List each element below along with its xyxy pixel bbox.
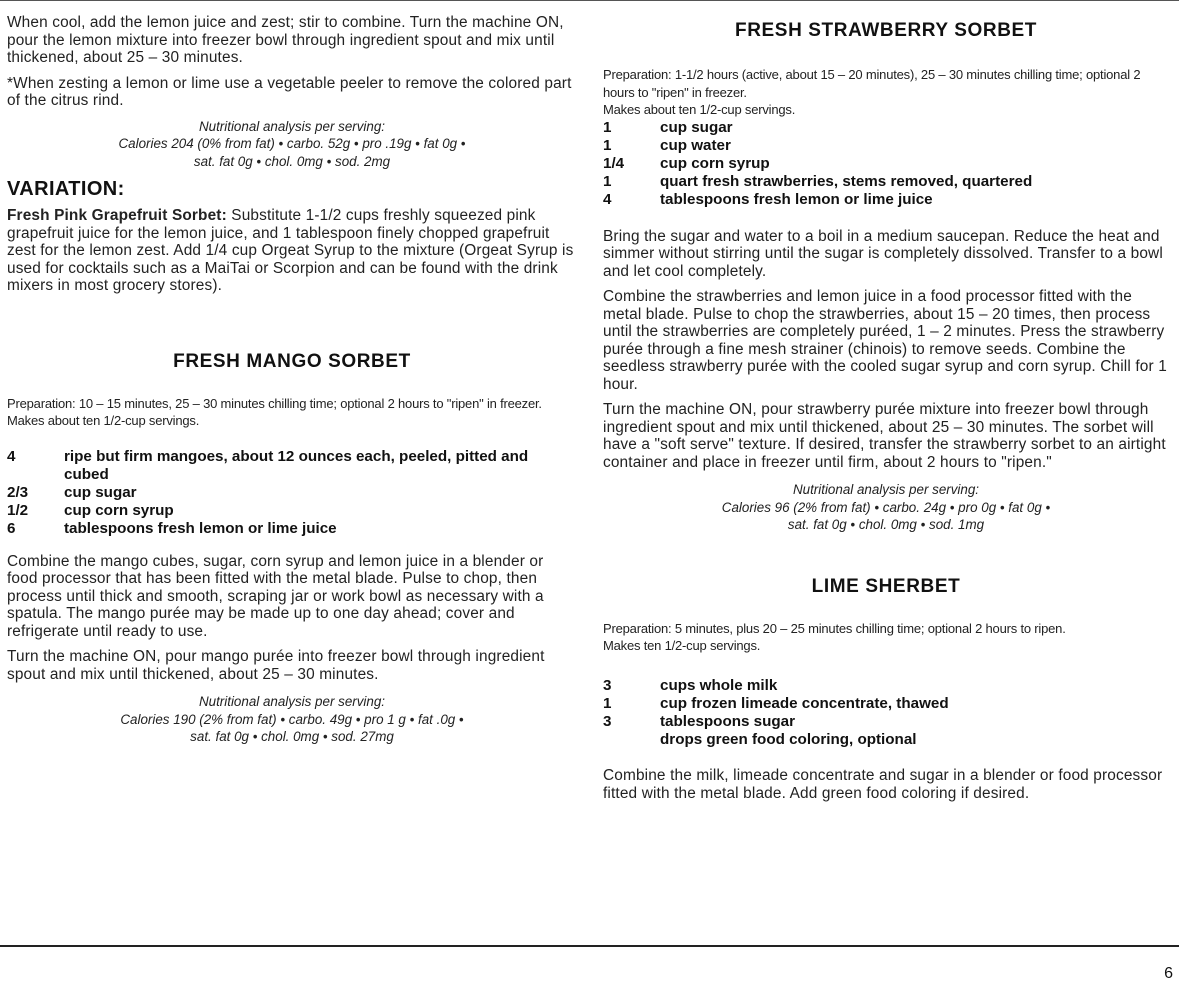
lime-step-1: Combine the milk, limeade concentrate and sugar in a blender or food processor fitted with the metal blade. Add green food coloring if desired. (603, 767, 1163, 802)
top-rule (0, 0, 1179, 1)
variation-label: Fresh Pink Grapefruit Sorbet: (7, 207, 227, 224)
ingredient-text: cup corn syrup (64, 502, 174, 520)
zesting-note: *When zesting a lemon or lime use a vegetable peeler to remove the colored part of the citrus rind. (7, 74, 572, 109)
ingredient-qty: 1 (603, 173, 612, 191)
nutrition-line: Calories 190 (2% from fat) • carbo. 49g • pro 1 g • fat .0g • (120, 711, 464, 727)
lime-ingredient-list (603, 677, 1169, 750)
ingredient-qty: 4 (603, 191, 612, 209)
ingredient-item (603, 155, 1169, 173)
mango-step-2: Turn the machine ON, pour mango purée into freezer bowl through ingredient spout and mix until thickened, about 25 – 30 minutes. (7, 648, 545, 683)
lime-title: LIME SHERBET (811, 575, 961, 597)
page-number: 6 (1164, 965, 1173, 982)
ingredient-item (7, 520, 577, 538)
ingredient-item (603, 191, 1169, 209)
ingredient-qty: 3 (603, 712, 612, 730)
ingredient-text: tablespoons fresh lemon or lime juice (64, 520, 337, 538)
ingredient-item (7, 502, 577, 520)
ingredient-qty: 3 (603, 676, 612, 694)
ingredient-qty (603, 731, 660, 749)
mango-prep: Preparation: 10 – 15 minutes, 25 – 30 minutes chilling time; optional 2 hours to "ripen" in freezer. (7, 395, 542, 411)
variation-text (7, 207, 577, 295)
ingredient-qty: 1 (603, 694, 612, 712)
ingredient-qty: 4 (7, 447, 16, 465)
ingredient-qty: 6 (7, 520, 16, 538)
mango-title: FRESH MANGO SORBET (173, 350, 411, 372)
nutrition-label: Nutritional analysis per serving: (198, 694, 386, 710)
ingredient-item (603, 731, 1169, 749)
ingredient-text: cup sugar (64, 483, 137, 501)
mango-step-1: Combine the mango cubes, sugar, corn syrup and lemon juice in a blender or food processor that has been fitted with the metal blade. Pulse to chop, then process until thick and smooth, scraping jar or work bowl as necessary with a spatula. The mango purée may be made up to one day ahead; cover and refrigerate until ready to use. (7, 552, 544, 640)
ingredient-item (603, 137, 1169, 155)
strawberry-nutrition (603, 481, 1169, 534)
nutrition-label: Nutritional analysis per serving: (198, 118, 386, 134)
ingredient-qty: 1 (603, 136, 612, 154)
lime-prep: Preparation: 5 minutes, plus 20 – 25 minutes chilling time; optional 2 hours to ripen. (603, 620, 1066, 636)
lemon-step-text: When cool, add the lemon juice and zest; stir to combine. Turn the machine ON, pour the lemon mixture into freezer bowl through ingredient spout and mix until thickened, about 25 – 30 minutes. (7, 14, 564, 66)
mango-ingredient-list (7, 448, 577, 539)
right-column (603, 20, 1169, 810)
ingredient-text: cup frozen limeade concentrate, thawed (660, 694, 949, 712)
nutrition-line: sat. fat 0g • chol. 0mg • sod. 2mg (193, 153, 391, 169)
ingredient-qty: 2/3 (7, 483, 29, 501)
ingredient-item (603, 677, 1169, 695)
mango-yield: Makes about ten 1/2-cup servings. (7, 413, 200, 428)
ingredient-text: tablespoons fresh lemon or lime juice (660, 191, 933, 209)
ingredient-item (7, 448, 577, 484)
nutrition-line: sat. fat 0g • chol. 0mg • sod. 27mg (190, 729, 394, 745)
ingredient-text: tablespoons sugar (660, 712, 796, 730)
lime-yield: Makes ten 1/2-cup servings. (603, 638, 761, 654)
ingredient-item (603, 695, 1169, 713)
lemon-nutrition (7, 118, 577, 171)
strawberry-ingredient-list (603, 119, 1169, 210)
ingredient-qty: 1 (603, 118, 612, 136)
ingredient-text: cups whole milk (660, 676, 778, 694)
ingredient-text: quart fresh strawberries, stems removed, quartered (660, 173, 1033, 191)
ingredient-text: cup water (660, 136, 731, 154)
ingredient-qty: 1/4 (603, 154, 625, 172)
ingredient-item (603, 713, 1169, 731)
ingredient-text: drops green food coloring, optional (660, 731, 917, 749)
strawberry-prep: Preparation: 1-1/2 hours (active, about 15 – 20 minutes), 25 – 30 minutes chilling time; optional 2 hours to "ripen" in freezer. (603, 67, 1141, 100)
ingredient-text: cup corn syrup (660, 154, 770, 172)
ingredient-qty: 1/2 (7, 502, 29, 520)
nutrition-line: Calories 204 (0% from fat) • carbo. 52g • pro .19g • fat 0g • (118, 136, 466, 151)
ingredient-item (603, 173, 1169, 191)
strawberry-step-1: Bring the sugar and water to a boil in a medium saucepan. Reduce the heat and simmer without stirring until the sugar is completely dissolved. Transfer to a bowl and let cool completely. (603, 227, 1163, 280)
strawberry-yield: Makes about ten 1/2-cup servings. (603, 102, 796, 117)
nutrition-line: sat. fat 0g • chol. 0mg • sod. 1mg (787, 517, 985, 533)
variation-body: Substitute 1-1/2 cups freshly squeezed pink grapefruit juice for the lemon juice, and 1 tablespoon finely chopped grapefruit zest for the lemon zest. Add 1/4 cup Orgeat Syrup to the mixture (Orgeat Syrup is used for cocktails such as a MaiTai or Scorpion and can be found with the drink mixers in most grocery stores). (7, 207, 574, 294)
strawberry-step-2: Combine the strawberries and lemon juice in a food processor fitted with the metal blade. Pulse to chop the strawberries, about 15 – 20 times, then process until the strawberries are completely puréed, 1 – 2 minutes. Press the strawberry purée through a fine mesh strainer (chinois) to remove seeds. Combine the seedless strawberry purée with the cooled sugar syrup and corn syrup. Chill for 1 hour. (603, 288, 1167, 393)
variation-heading: VARIATION: (7, 178, 125, 200)
bottom-rule (0, 945, 1179, 947)
ingredient-item (7, 484, 577, 502)
ingredient-text: cup sugar (660, 118, 733, 136)
nutrition-label: Nutritional analysis per serving: (792, 482, 980, 498)
mango-nutrition (7, 693, 577, 746)
ingredient-text: ripe but firm mangoes, about 12 ounces each, peeled, pitted and cubed (64, 447, 529, 483)
nutrition-line: Calories 96 (2% from fat) • carbo. 24g • pro 0g • fat 0g • (721, 499, 1051, 515)
ingredient-item (603, 119, 1169, 137)
strawberry-step-3: Turn the machine ON, pour strawberry purée mixture into freezer bowl through ingredient spout and mix until thickened, about 25 – 30 minutes. The sorbet will have a "soft serve" texture. If desired, transfer the strawberry sorbet to an airtight container and place in freezer until firm, about 2 hours to "ripen." (603, 401, 1166, 471)
strawberry-title: FRESH STRAWBERRY SORBET (735, 20, 1037, 41)
left-column (7, 14, 577, 754)
